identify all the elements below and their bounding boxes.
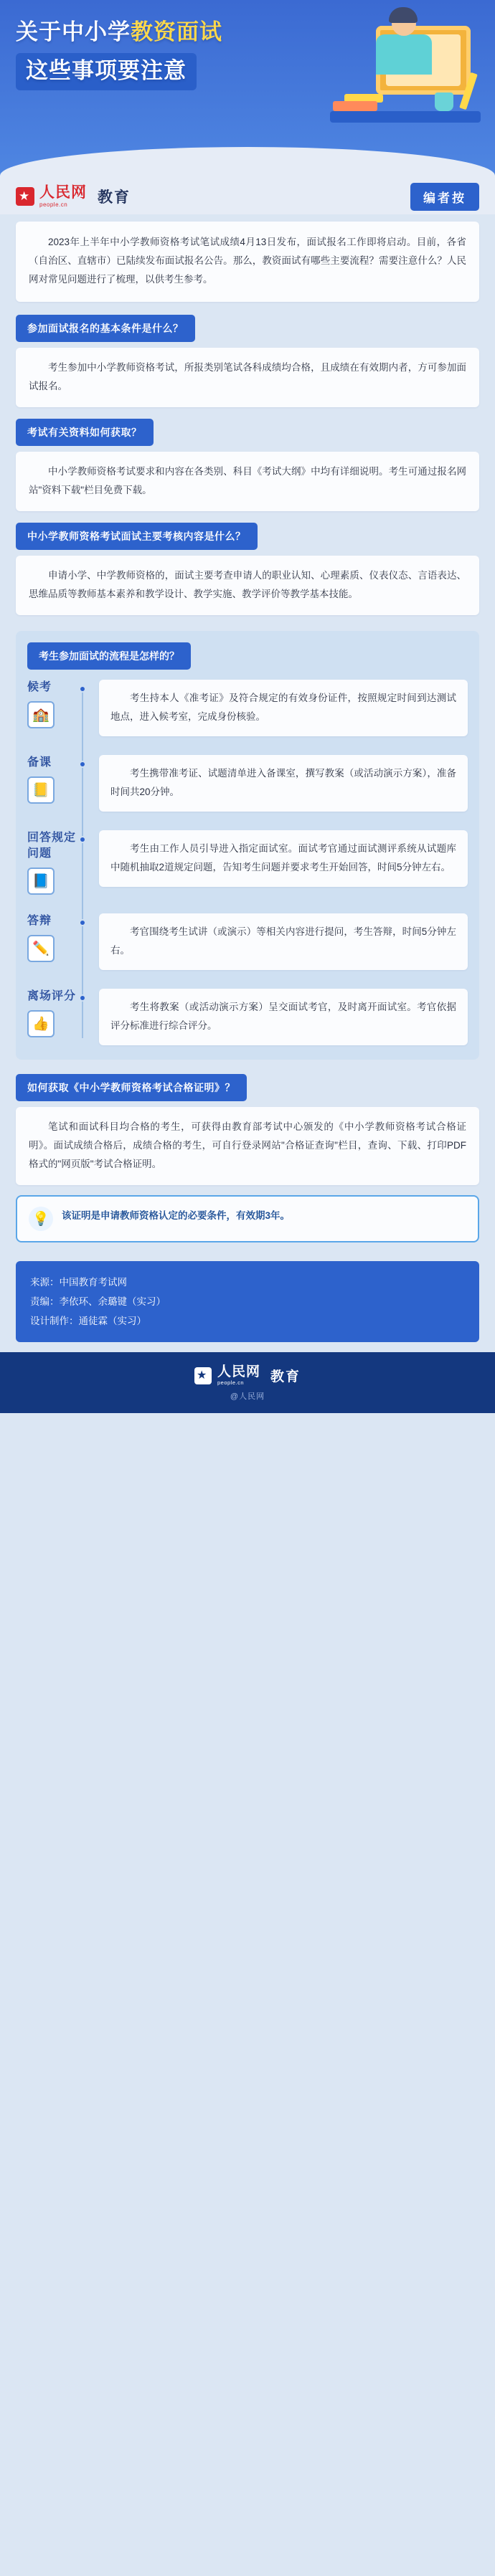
flow-step-4: [27, 913, 468, 970]
thumbs-up-icon: 👍: [27, 1010, 55, 1037]
building-icon: 🏫: [27, 701, 55, 728]
flow-step-dot: [79, 685, 86, 693]
qa-block-3: [16, 523, 479, 615]
flow-step-text-3: 考生由工作人员引导进入指定面试室。面试考官通过面试测评系统从试题库中随机抽取2道规定问题，告知考生问题并要求考生开始回答，时间5分钟左右。: [99, 830, 468, 887]
notebook-icon: 📒: [27, 776, 55, 804]
people-cn-logo: [16, 185, 131, 208]
certificate-block: [16, 1074, 479, 1242]
answer-card-3: 申请小学、中学教师资格的，面试主要考查申请人的职业认知、心理素质、仪表仪态、言语表达、思维品质等教师基本素养和教学设计、教学实施、教学评价等教学基本技能。: [16, 556, 479, 615]
flow-step-label-5: 离场评分: [27, 990, 77, 1002]
lead-paragraph: 2023年上半年中小学教师资格考试笔试成绩4月13日发布，面试报名工作即将启动。目前，各省（自治区、直辖市）已陆续发布面试报名公告。那么，教资面试有哪些主要流程？需要注意什么？人民网对常见问题进行了梳理，以供考生参考。: [16, 222, 479, 302]
person-body-shape: [376, 34, 432, 75]
footer-brand-pinyin: people.cn: [217, 1379, 245, 1386]
flow-step-1: [27, 680, 468, 736]
brand-channel: 教育: [98, 189, 131, 206]
question-bar-1: 参加面试报名的基本条件是什么？: [16, 315, 195, 342]
flow-question-bar: 考生参加面试的流程是怎样的？: [27, 642, 191, 670]
qa-block-2: [16, 419, 479, 511]
flow-step-label-1: 候考: [27, 681, 52, 693]
answer-card-2: 中小学教师资格考试要求和内容在各类别、科目《考试大纲》中均有详细说明。考生可通过报名网站"资料下载"栏目免费下载。: [16, 452, 479, 511]
credits-source-value: 中国教育考试网: [59, 1277, 127, 1288]
flow-step-dot: [79, 919, 86, 926]
flow-step-list: [27, 680, 468, 1045]
certificate-tip-text: 该证明是申请教师资格认定的必要条件，有效期3年。: [62, 1210, 291, 1221]
interview-flow-section: [16, 631, 479, 1060]
footer-channel: 教育: [270, 1369, 301, 1384]
qa-block-1: [16, 315, 479, 407]
content-area: [0, 214, 495, 1242]
people-cn-star-icon: [194, 1367, 212, 1384]
brand-name-pinyin: people.cn: [39, 201, 68, 208]
footer-brand-name: 人民网: [217, 1364, 260, 1379]
credits-editor-row: [30, 1292, 465, 1311]
page-footer: [0, 1352, 495, 1413]
header-title-block: [16, 16, 324, 90]
header-title-line1: [16, 16, 324, 49]
certificate-answer-card: 笔试和面试科目均合格的考生，可获得由教育部考试中心颁发的《中小学教师资格考试合格证明》。面试成绩合格后，成绩合格的考生，可自行登录网站"合格证查询"栏目，查询、下载、打印PDF格式的"网页版"考试合格证明。: [16, 1107, 479, 1185]
certificate-tip-box: [16, 1195, 479, 1242]
flow-step-text-4: 考官围绕考生试讲（或演示）等相关内容进行提问，考生答辩，时间5分钟左右。: [99, 913, 468, 970]
flow-step-label-4: 答辩: [27, 915, 52, 927]
header-title-highlight: 教资面试: [131, 19, 222, 44]
flow-step-text-1: 考生持本人《准考证》及符合规定的有效身份证件，按照规定时间到达测试地点，进入候考室，完成身份核验。: [99, 680, 468, 736]
credits-design-label: 设计制作：: [30, 1316, 79, 1326]
question-bar-3: 中小学教师资格考试面试主要考核内容是什么？: [16, 523, 258, 550]
pencil-icon: ✏️: [27, 935, 55, 962]
editor-note-tag: 编者按: [410, 183, 479, 211]
flow-step-label-2: 备课: [27, 756, 52, 769]
flow-step-text-2: 考生携带准考证、试题清单进入备课室，撰写教案（或活动演示方案），准备时间共20分钟。: [99, 755, 468, 812]
header-title-prefix: 关于中小学: [16, 19, 131, 44]
flow-step-text-5: 考生将教案（或活动演示方案）呈交面试考官，及时离开面试室。考官依据评分标准进行综合评分。: [99, 989, 468, 1045]
brand-name: 人民网: [39, 184, 87, 201]
credits-editor-label: 责编：: [30, 1296, 60, 1307]
lightbulb-icon: 💡: [29, 1207, 53, 1231]
credits-source-row: [30, 1273, 465, 1292]
credits-source-label: 来源：: [30, 1277, 60, 1288]
page-header: [0, 0, 495, 176]
people-cn-star-icon: [16, 187, 34, 206]
credits-design-value: 通徒霖（实习）: [78, 1316, 146, 1326]
book-icon-orange: [333, 101, 377, 111]
book-icon: 📘: [27, 868, 55, 895]
credits-editor-value: 李依环、余璐键（实习）: [59, 1296, 166, 1307]
answer-card-1: 考生参加中小学教师资格考试，所报类别笔试各科成绩均合格，且成绩在有效期内者，方可参加面试报名。: [16, 348, 479, 407]
credits-design-row: [30, 1311, 465, 1331]
flow-step-dot: [79, 761, 86, 768]
certificate-question-bar: 如何获取《中小学教师资格考试合格证明》？: [16, 1074, 247, 1101]
question-bar-2: 考试有关资料如何获取？: [16, 419, 154, 446]
footer-handle: @人民网: [230, 1392, 265, 1401]
credits-block: [16, 1261, 479, 1342]
flow-step-3: [27, 830, 468, 895]
flow-step-dot: [79, 994, 86, 1002]
desk-shape: [330, 111, 481, 123]
flow-step-dot: [79, 836, 86, 843]
brand-row: [0, 176, 495, 214]
footer-logo: [194, 1365, 301, 1386]
flow-step-label-3: 回答规定问题: [27, 832, 77, 860]
header-title-line2: 这些事项要注意: [16, 53, 197, 90]
teacher-desk-illustration: [320, 6, 485, 138]
cup-icon: [435, 92, 453, 111]
flow-step-5: [27, 989, 468, 1045]
flow-step-2: [27, 755, 468, 812]
person-hair-shape: [389, 7, 418, 23]
